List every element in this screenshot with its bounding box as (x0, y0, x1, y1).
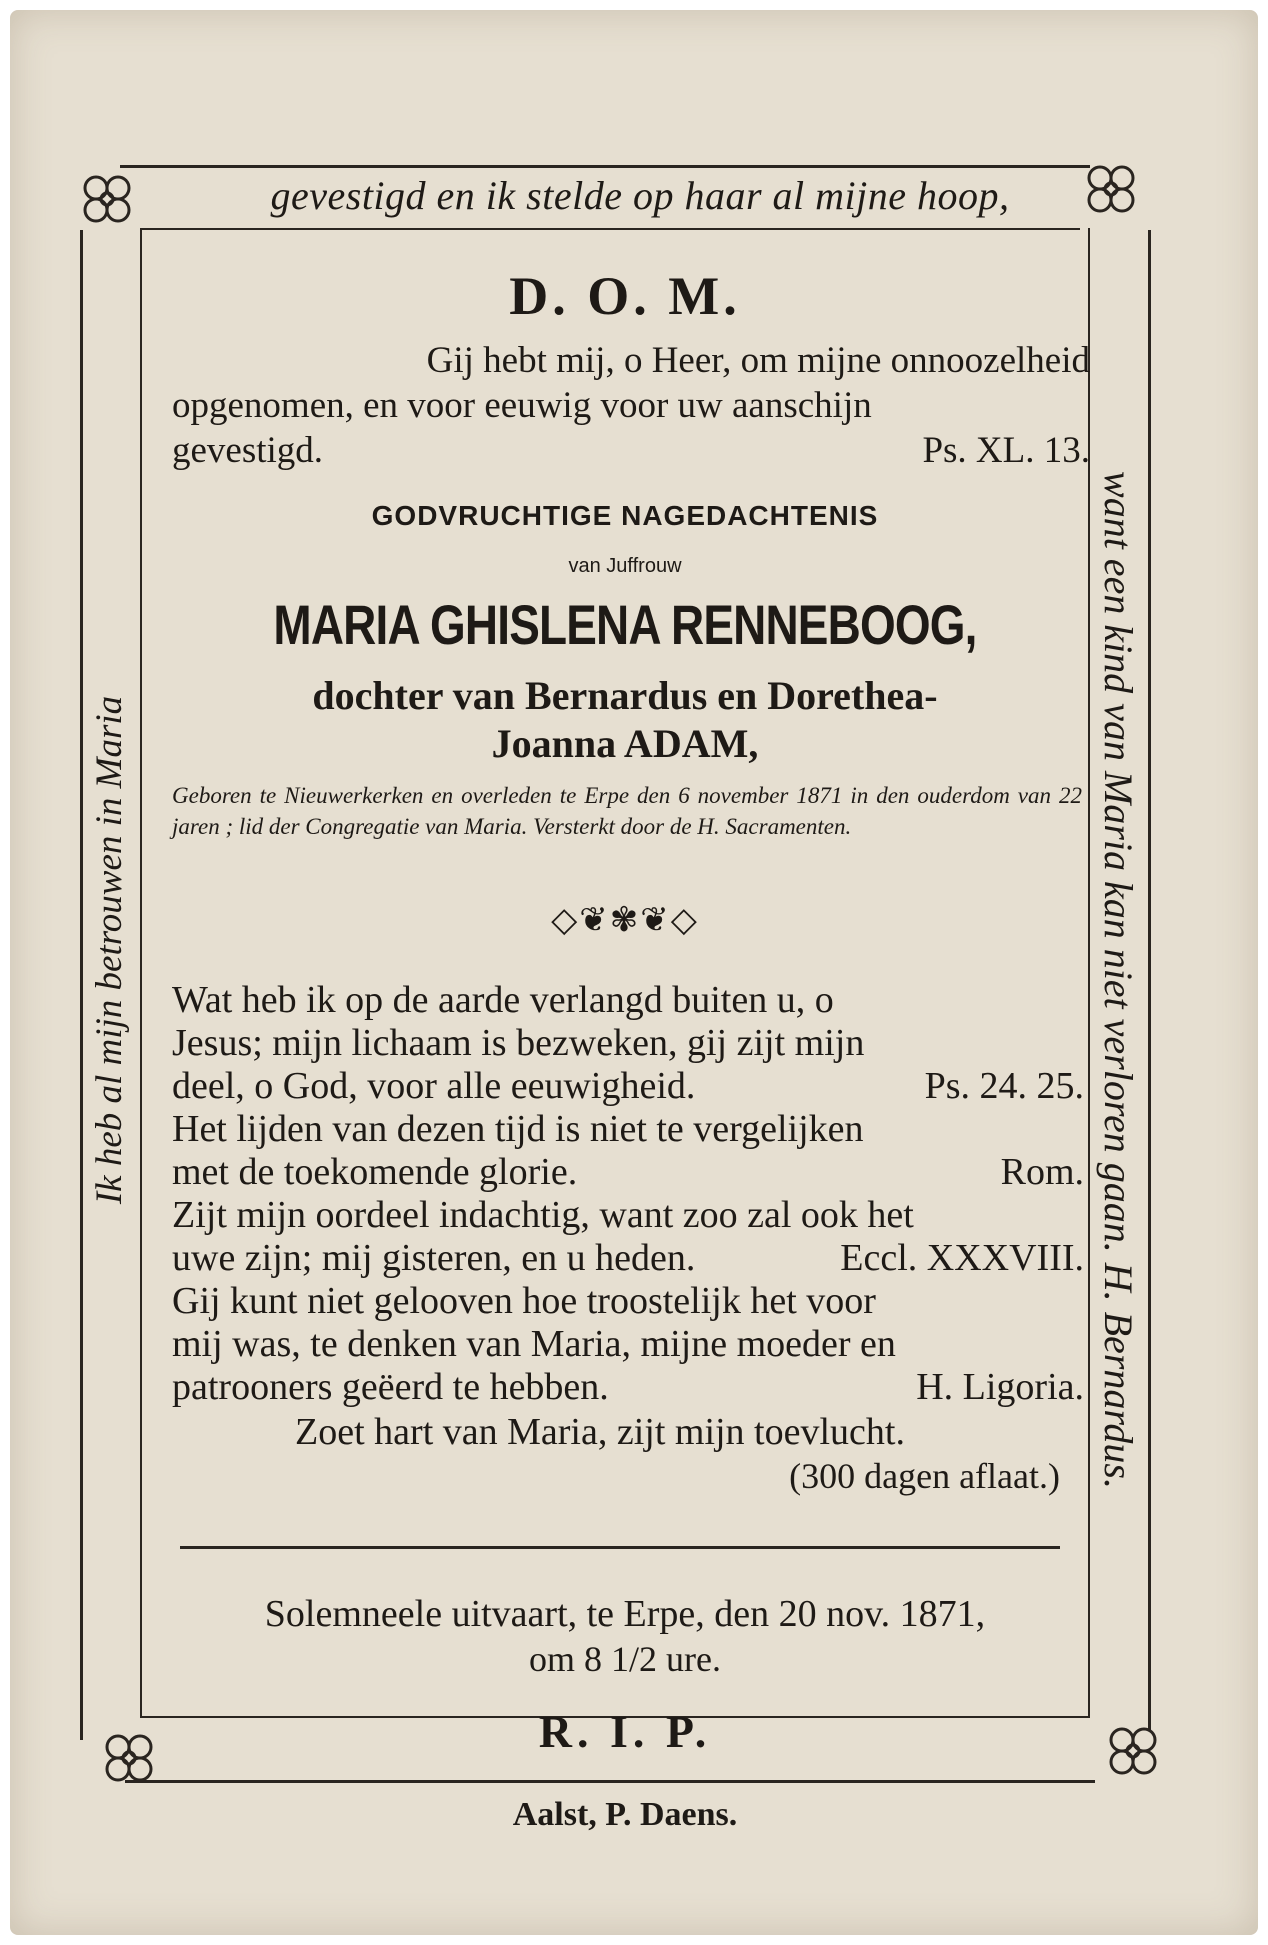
verse-text: Wat heb ik op de aarde verlangd buiten u, o (172, 979, 834, 1021)
frame-bottom-outer (125, 1780, 1095, 1783)
psalm-line-3: gevestigd. (172, 430, 324, 471)
memorial-details: Geboren te Nieuwerkerken en overleden te Erpe den 6 november 1871 in den ouderdom van 22 jaren ; lid der Congregatie van Maria. Versterkt door de H. Sacramenten. (172, 783, 1082, 839)
verse-text: met de toekomende glorie. (172, 1151, 578, 1193)
border-left-text: Ik heb al mijn betrouwen in Maria (89, 695, 130, 1205)
psalm-reference: Ps. XL. 13. (922, 430, 1090, 471)
dom-heading: D. O. M. (509, 266, 741, 326)
verse-reference: H. Ligoria. (916, 1366, 1084, 1408)
deceased-name: MARIA GHISLENA RENNEBOOG, (273, 593, 977, 656)
parents-line-1: dochter van Bernardus en Dorethea- (312, 673, 938, 718)
verse-row (172, 1150, 1084, 1194)
verse-reference: Rom. (1000, 1151, 1084, 1193)
verse-text: mij was, te denken van Maria, mijne moeder en (172, 1323, 896, 1365)
funeral-line-2: om 8 1/2 ure. (529, 1639, 721, 1679)
verse-reference: Eccl. XXXVIII. (840, 1237, 1084, 1279)
funeral-line-1: Solemneele uitvaart, te Erpe, den 20 nov. 1871, (264, 1593, 986, 1635)
separator-line (180, 1546, 1060, 1549)
closing-line-1: Zoet hart van Maria, zijt mijn toevlucht. (295, 1411, 905, 1453)
verse-text: Jesus; mijn lichaam is bezweken, gij zijt mijn (172, 1022, 865, 1064)
verse-row (172, 1193, 1084, 1237)
border-top-text: gevestigd en ik stelde op haar al mijne hoop, (270, 173, 1010, 218)
frame-right-outer (1148, 230, 1151, 1730)
verse-text: deel, o God, voor alle eeuwigheid. (172, 1065, 696, 1107)
verse-row (172, 1322, 1084, 1366)
corner-ornament-bottom-left-icon (98, 1727, 160, 1789)
rip-heading: R. I. P. (538, 1706, 712, 1757)
printer-imprint: Aalst, P. Daens. (512, 1796, 738, 1833)
verse-text: uwe zijn; mij gisteren, en u heden. (172, 1237, 696, 1279)
verse-row (172, 1279, 1084, 1323)
border-right-text: want een kind van Maria kan niet verloren gaan. H. Bernardus. (1096, 471, 1141, 1489)
corner-ornament-bottom-right-icon (1102, 1720, 1164, 1782)
verse-text: Het lijden van dezen tijd is niet te vergelijken (172, 1108, 864, 1150)
verse-reference: Ps. 24. 25. (924, 1065, 1084, 1107)
verse-text: patrooners geëerd te hebben. (172, 1366, 609, 1408)
frame-top-inner (140, 228, 1080, 230)
frame-left-outer (80, 230, 83, 1740)
closing-line-2: (300 dagen aflaat.) (789, 1456, 1060, 1496)
parents-line-2: Joanna ADAM, (491, 721, 759, 766)
verse-text: Zijt mijn oordeel indachtig, want zoo zal ook het (172, 1194, 914, 1236)
verse-row (172, 1107, 1084, 1151)
memorial-van: van Juffrouw (568, 555, 682, 577)
psalm-line-1: Gij hebt mij, o Heer, om mijne onnoozelheid (426, 340, 1090, 381)
memorial-title: GODVRUCHTIGE NAGEDACHTENIS (371, 500, 879, 531)
corner-ornament-top-left-icon (76, 168, 138, 230)
frame-top-outer (120, 165, 1090, 168)
verse-row (172, 1064, 1084, 1108)
psalm-line-2: opgenomen, en voor eeuwig voor uw aanschijn (172, 385, 872, 426)
verse-row (172, 978, 1084, 1022)
verse-row (172, 1236, 1084, 1280)
verse-row (172, 1021, 1084, 1065)
verse-row (172, 1365, 1084, 1409)
verse-text: Gij kunt niet gelooven hoe troostelijk het voor (172, 1280, 876, 1322)
divider-ornament: ◇❦✾❦◇ (551, 902, 699, 939)
frame-left-inner (140, 228, 142, 1718)
